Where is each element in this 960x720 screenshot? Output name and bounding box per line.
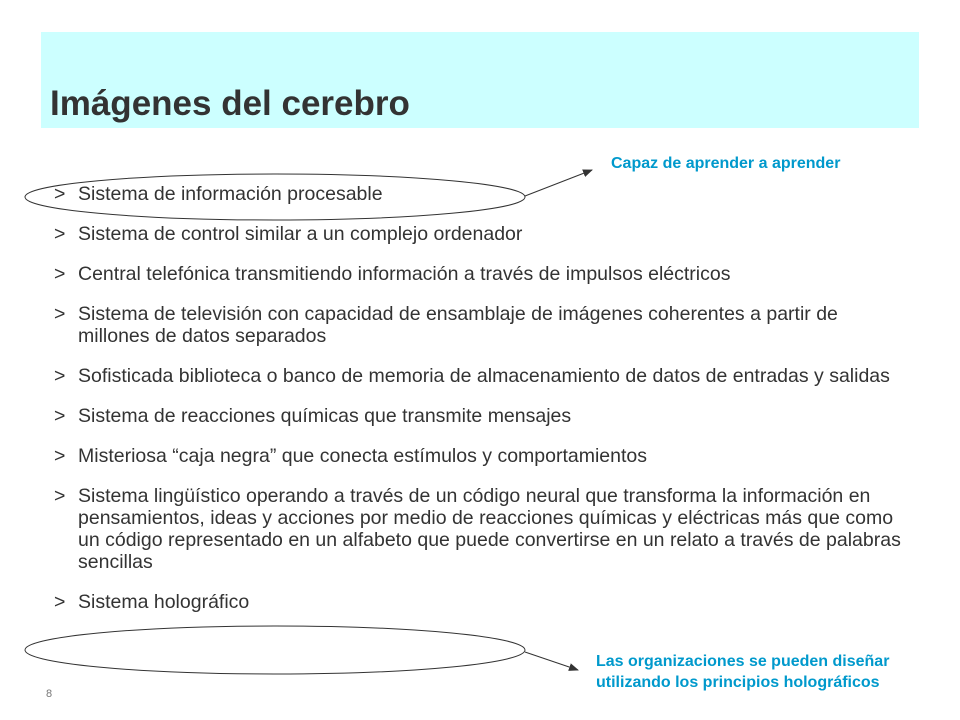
bullet-text: Sistema de control similar a un complejo ordenador <box>78 223 523 245</box>
arrow-top <box>525 170 592 196</box>
bullet-marker: > <box>54 303 66 325</box>
note-top: Capaz de aprender a aprender <box>611 155 841 172</box>
slide-title: Imágenes del cerebro <box>50 84 410 123</box>
bullet-marker: > <box>54 591 66 613</box>
note-bottom: Las organizaciones se pueden diseñar utilizando los principios holográficos <box>596 653 890 691</box>
bullet-text: Misteriosa “caja negra” que conecta estímulos y comportamientos <box>78 445 648 467</box>
highlight-ellipse-top <box>25 174 525 220</box>
highlight-ellipse-bottom <box>25 626 525 674</box>
bullet-marker: > <box>54 445 66 467</box>
bullet-text: Sistema de televisión con capacidad de ensamblaje de imágenes coherentes a partir de millones de datos separados <box>78 303 838 347</box>
arrow-bottom <box>525 652 578 670</box>
bullet-marker: > <box>54 263 66 285</box>
bullet-marker: > <box>54 485 66 507</box>
bullet-text: Sistema lingüístico operando a través de un código neural que transforma la información en pensamientos, ideas y acciones por medio de reacciones químicas y eléctricas más que como un código representado en un alfabeto que puede convertirse en un relato a través de palabras sencillas <box>78 485 901 573</box>
bullet-marker: > <box>54 183 66 205</box>
bullet-marker: > <box>54 365 66 387</box>
bullet-text: Sistema de reacciones químicas que transmite mensajes <box>78 405 572 427</box>
bullet-text: Sistema holográfico <box>78 591 250 613</box>
bullet-marker: > <box>54 405 66 427</box>
bullet-text: Central telefónica transmitiendo información a través de impulsos eléctricos <box>78 263 731 285</box>
page-number: 8 <box>46 688 53 700</box>
bullet-marker: > <box>54 223 66 245</box>
bullet-text: Sistema de información procesable <box>78 183 383 205</box>
bullet-text: Sofisticada biblioteca o banco de memoria de almacenamiento de datos de entradas y salidas <box>78 365 890 387</box>
